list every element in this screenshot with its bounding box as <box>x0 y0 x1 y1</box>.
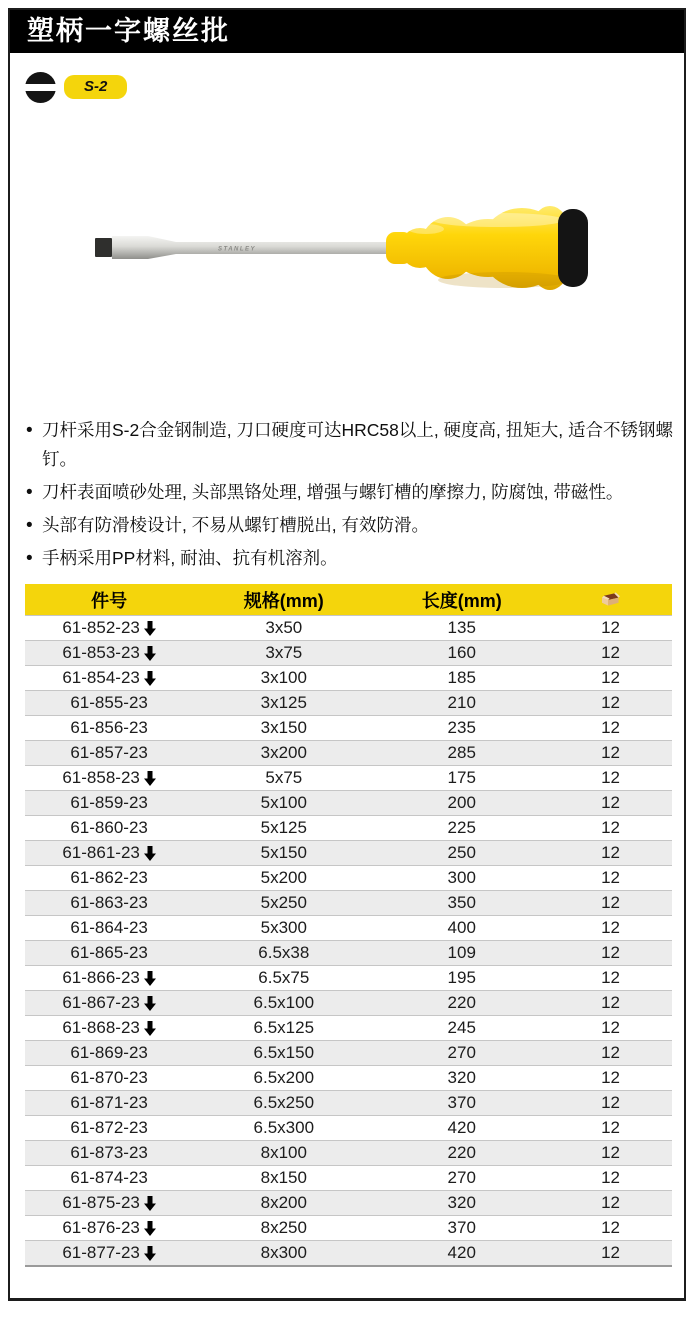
spec-value: 6.5x300 <box>253 1118 315 1137</box>
pack-qty-value: 12 <box>601 918 620 937</box>
table-row <box>25 1140 672 1165</box>
part-number: 61-861-23 <box>62 843 140 862</box>
table-row <box>25 1165 672 1190</box>
table-row <box>25 990 672 1015</box>
part-number: 61-858-23 <box>62 768 140 787</box>
table-row <box>25 1115 672 1140</box>
table-row <box>25 940 672 965</box>
length-value: 270 <box>447 1168 476 1187</box>
spec-value: 5x75 <box>265 768 303 787</box>
spec-value: 5x250 <box>260 893 307 912</box>
part-number: 61-852-23 <box>62 618 140 637</box>
spec-value: 8x250 <box>260 1218 307 1237</box>
length-value: 400 <box>447 918 476 937</box>
table-body <box>25 615 672 1267</box>
pack-qty-value: 12 <box>601 643 620 662</box>
pack-qty-value: 12 <box>601 793 620 812</box>
part-number: 61-867-23 <box>62 993 140 1012</box>
header-spec: 规格(mm) <box>243 590 324 611</box>
spec-table <box>25 584 672 1267</box>
length-value: 175 <box>447 768 476 787</box>
spec-value: 3x150 <box>260 718 307 737</box>
table-row <box>25 965 672 990</box>
part-number: 61-871-23 <box>70 1093 148 1112</box>
length-value: 245 <box>447 1018 476 1037</box>
length-value: 225 <box>447 818 476 837</box>
table-row <box>25 890 672 915</box>
part-number: 61-877-23 <box>62 1243 140 1262</box>
part-number: 61-857-23 <box>70 743 148 762</box>
length-value: 420 <box>447 1118 476 1137</box>
part-number: 61-855-23 <box>70 693 148 712</box>
spec-value: 6.5x150 <box>253 1043 315 1062</box>
length-value: 210 <box>447 693 476 712</box>
pack-qty-value: 12 <box>601 1043 620 1062</box>
part-number: 61-868-23 <box>62 1018 140 1037</box>
feature-item: • 刀杆采用S-2合金钢制造, 刀口硬度可达HRC58以上, 硬度高, 扭矩大, 适合不锈钢螺钉。 <box>25 416 679 474</box>
part-number: 61-862-23 <box>70 868 148 887</box>
part-number: 61-859-23 <box>70 793 148 812</box>
pack-qty-value: 12 <box>601 668 620 687</box>
pack-qty-value: 12 <box>601 943 620 962</box>
spec-value: 6.5x250 <box>253 1093 315 1112</box>
part-number: 61-853-23 <box>62 643 140 662</box>
pack-qty-value: 12 <box>601 1218 620 1237</box>
header-part-number: 件号 <box>91 590 128 611</box>
spec-value: 6.5x38 <box>258 943 310 962</box>
spec-value: 3x100 <box>260 668 307 687</box>
length-value: 285 <box>447 743 476 762</box>
spec-value: 6.5x100 <box>253 993 315 1012</box>
pack-qty-value: 12 <box>601 843 620 862</box>
length-value: 195 <box>447 968 476 987</box>
table-row <box>25 1015 672 1040</box>
pack-qty-value: 12 <box>601 718 620 737</box>
product-photo-screwdriver <box>90 198 595 298</box>
shaft-brand-text: STANLEY <box>218 246 257 253</box>
down-arrow-icon <box>144 1221 156 1236</box>
pack-qty-value: 12 <box>601 743 620 762</box>
pack-qty-value: 12 <box>601 893 620 912</box>
down-arrow-icon <box>144 996 156 1011</box>
header-pack-qty <box>549 591 672 608</box>
length-value: 160 <box>447 643 476 662</box>
table-row <box>25 915 672 940</box>
down-arrow-icon <box>144 771 156 786</box>
spec-value: 3x50 <box>265 618 303 637</box>
spec-value: 5x200 <box>260 868 307 887</box>
length-value: 370 <box>447 1093 476 1112</box>
table-row <box>25 1090 672 1115</box>
table-row <box>25 1240 672 1265</box>
spec-value: 3x125 <box>260 693 307 712</box>
table-row <box>25 690 672 715</box>
table-row <box>25 1215 672 1240</box>
pack-qty-value: 12 <box>601 1018 620 1037</box>
pack-qty-value: 12 <box>601 1118 620 1137</box>
part-number: 61-873-23 <box>70 1143 148 1162</box>
length-value: 420 <box>447 1243 476 1262</box>
spec-value: 8x100 <box>260 1143 307 1162</box>
pack-qty-value: 12 <box>601 1068 620 1087</box>
length-value: 220 <box>447 993 476 1012</box>
pack-qty-value: 12 <box>601 693 620 712</box>
part-number: 61-864-23 <box>70 918 148 937</box>
spec-value: 5x100 <box>260 793 307 812</box>
table-header-row <box>25 584 672 615</box>
down-arrow-icon <box>144 671 156 686</box>
down-arrow-icon <box>144 646 156 661</box>
carton-box-icon <box>599 591 622 608</box>
shaft <box>174 242 392 254</box>
table-row <box>25 665 672 690</box>
spec-value: 6.5x125 <box>253 1018 315 1037</box>
length-value: 300 <box>447 868 476 887</box>
table-row <box>25 615 672 640</box>
part-number: 61-870-23 <box>70 1068 148 1087</box>
pack-qty-value: 12 <box>601 1193 620 1212</box>
down-arrow-icon <box>144 621 156 636</box>
table-row <box>25 1040 672 1065</box>
part-number: 61-863-23 <box>70 893 148 912</box>
length-value: 370 <box>447 1218 476 1237</box>
length-value: 250 <box>447 843 476 862</box>
feature-list <box>25 416 679 577</box>
pack-qty-value: 12 <box>601 968 620 987</box>
down-arrow-icon <box>144 1246 156 1261</box>
part-number: 61-874-23 <box>70 1168 148 1187</box>
length-value: 270 <box>447 1043 476 1062</box>
spec-value: 6.5x200 <box>253 1068 315 1087</box>
down-arrow-icon <box>144 1021 156 1036</box>
pack-qty-value: 12 <box>601 1143 620 1162</box>
pack-qty-value: 12 <box>601 1243 620 1262</box>
spec-value: 3x75 <box>265 643 303 662</box>
feature-item: • 头部有防滑棱设计, 不易从螺钉槽脱出, 有效防滑。 <box>25 511 679 540</box>
pack-qty-value: 12 <box>601 618 620 637</box>
table-row <box>25 840 672 865</box>
table-row <box>25 815 672 840</box>
part-number: 61-869-23 <box>70 1043 148 1062</box>
length-value: 350 <box>447 893 476 912</box>
spec-value: 8x150 <box>260 1168 307 1187</box>
table-row <box>25 640 672 665</box>
table-row <box>25 1065 672 1090</box>
blade-tip <box>95 238 112 257</box>
length-value: 320 <box>447 1068 476 1087</box>
spec-value: 5x300 <box>260 918 307 937</box>
length-value: 220 <box>447 1143 476 1162</box>
length-value: 235 <box>447 718 476 737</box>
part-number: 61-876-23 <box>62 1218 140 1237</box>
down-arrow-icon <box>144 971 156 986</box>
part-number: 61-875-23 <box>62 1193 140 1212</box>
part-number: 61-865-23 <box>70 943 148 962</box>
slotted-drive-icon <box>25 72 56 103</box>
length-value: 320 <box>447 1193 476 1212</box>
table-row <box>25 865 672 890</box>
table-row <box>25 740 672 765</box>
part-number: 61-866-23 <box>62 968 140 987</box>
feature-item: • 刀杆表面喷砂处理, 头部黑铬处理, 增强与螺钉槽的摩擦力, 防腐蚀, 带磁性。 <box>25 478 679 507</box>
pack-qty-value: 12 <box>601 868 620 887</box>
spec-value: 6.5x75 <box>258 968 310 987</box>
page-title: 塑柄一字螺丝批 <box>10 10 684 53</box>
header-length: 长度(mm) <box>421 590 502 611</box>
spec-value: 5x125 <box>260 818 307 837</box>
table-row <box>25 765 672 790</box>
steel-grade-badge: S-2 <box>64 75 127 99</box>
length-value: 185 <box>447 668 476 687</box>
screwdriver-illustration <box>90 198 595 298</box>
down-arrow-icon <box>144 1196 156 1211</box>
spec-value: 8x200 <box>260 1193 307 1212</box>
part-number: 61-856-23 <box>70 718 148 737</box>
pack-qty-value: 12 <box>601 768 620 787</box>
down-arrow-icon <box>144 846 156 861</box>
part-number: 61-860-23 <box>70 818 148 837</box>
catalog-page-frame <box>8 8 686 1301</box>
handle-end-cap <box>558 209 588 287</box>
length-value: 135 <box>447 618 476 637</box>
part-number: 61-854-23 <box>62 668 140 687</box>
table-row <box>25 790 672 815</box>
product-type-row <box>25 71 127 103</box>
pack-qty-value: 12 <box>601 1093 620 1112</box>
pack-qty-value: 12 <box>601 993 620 1012</box>
spec-value: 3x200 <box>260 743 307 762</box>
length-value: 109 <box>447 943 476 962</box>
pack-qty-value: 12 <box>601 1168 620 1187</box>
length-value: 200 <box>447 793 476 812</box>
pack-qty-value: 12 <box>601 818 620 837</box>
feature-item: • 手柄采用PP材料, 耐油、抗有机溶剂。 <box>25 544 679 573</box>
table-row <box>25 1190 672 1215</box>
part-number: 61-872-23 <box>70 1118 148 1137</box>
spec-value: 8x300 <box>260 1243 307 1262</box>
table-row <box>25 715 672 740</box>
spec-value: 5x150 <box>260 843 307 862</box>
